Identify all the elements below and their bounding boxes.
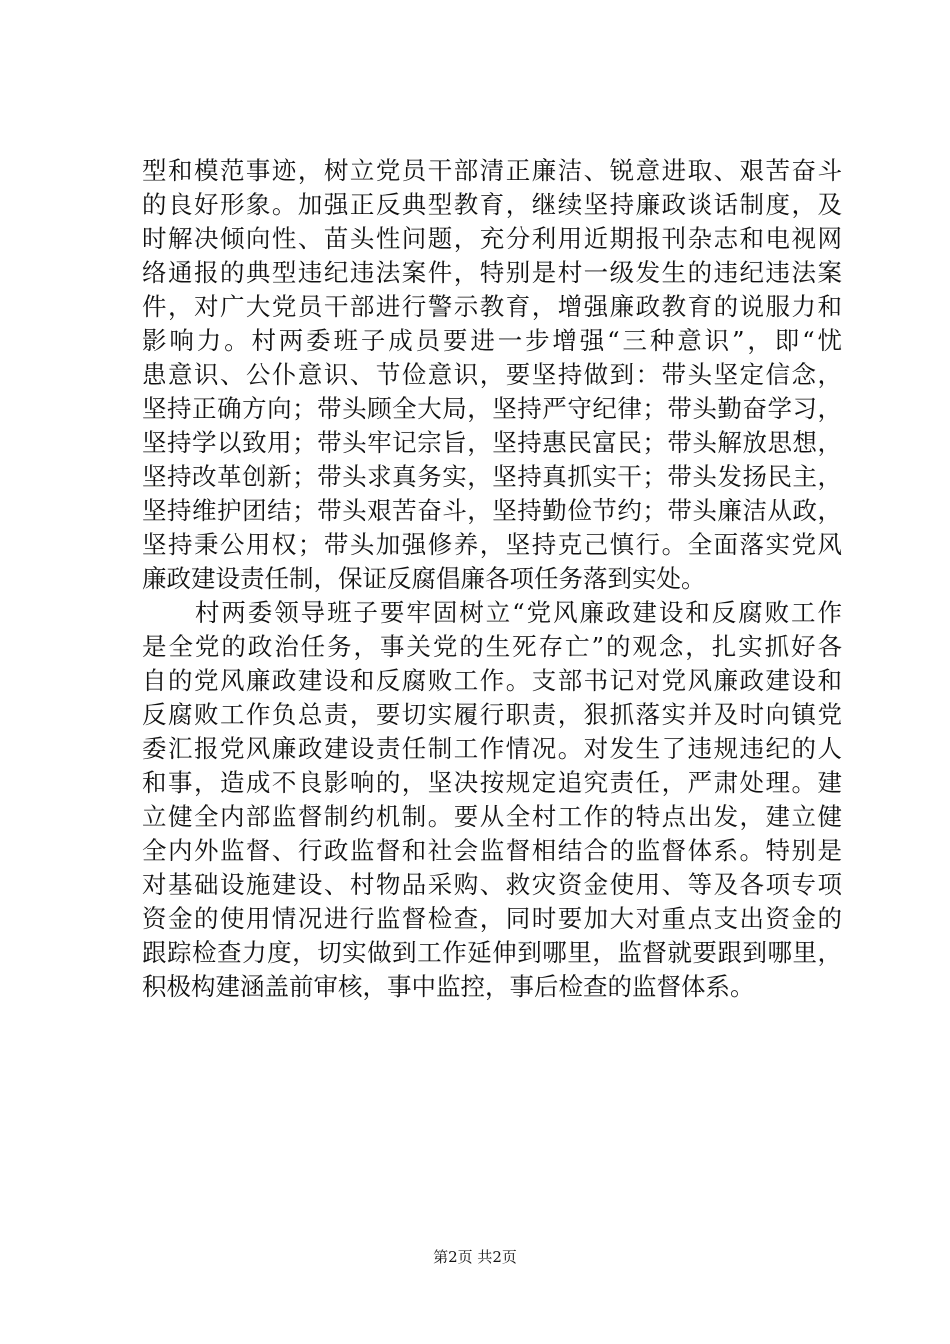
text-line: 型和模范事迹，树立党员干部清正廉洁、锐意进取、艰苦奋斗 (142, 156, 842, 185)
text-line: 坚持改革创新；带头求真务实，坚持真抓实干；带头发扬民主， (142, 462, 842, 491)
body-text (142, 154, 842, 1004)
text-line: 立健全内部监督制约机制。要从全村工作的特点出发，建立健 (142, 802, 842, 831)
text-line: 和事，造成不良影响的，坚决按规定追究责任，严肃处理。建 (142, 768, 842, 797)
text-line: 坚持学以致用；带头牢记宗旨，坚持惠民富民；带头解放思想， (142, 428, 842, 457)
text-line: 坚持维护团结；带头艰苦奋斗，坚持勤俭节约；带头廉洁从政， (142, 496, 842, 525)
text-line: 络通报的典型违纪违法案件，特别是村一级发生的违纪违法案 (142, 258, 842, 287)
text-line: 的良好形象。加强正反典型教育，继续坚持廉政谈话制度，及 (142, 190, 842, 219)
text-line: 自的党风廉政建设和反腐败工作。支部书记对党风廉政建设和 (142, 666, 842, 695)
text-line: 积极构建涵盖前审核，事中监控，事后检查的监督体系。 (142, 972, 755, 1001)
page-footer: 第2页 共2页 (433, 1248, 517, 1266)
text-line: 坚持正确方向；带头顾全大局，坚持严守纪律；带头勤奋学习， (142, 394, 842, 423)
text-line: 资金的使用情况进行监督检查，同时要加大对重点支出资金的 (142, 904, 842, 933)
text-line: 患意识、公仆意识、节俭意识，要坚持做到：带头坚定信念， (142, 360, 842, 389)
text-line: 是全党的政治任务，事关党的生死存亡”的观念，扎实抓好各 (142, 632, 842, 661)
text-line: 对基础设施建设、村物品采购、救灾资金使用、等及各项专项 (142, 870, 842, 899)
text-line: 全内外监督、行政监督和社会监督相结合的监督体系。特别是 (142, 836, 842, 865)
text-line: 影响力。村两委班子成员要进一步增强“三种意识”，即“忧 (142, 326, 842, 355)
text-line: 廉政建设责任制，保证反腐倡廉各项任务落到实处。 (142, 564, 706, 593)
text-line: 坚持秉公用权；带头加强修养，坚持克己慎行。全面落实党风 (142, 530, 842, 559)
text-line: 委汇报党风廉政建设责任制工作情况。对发生了违规违纪的人 (142, 734, 842, 763)
text-line: 件，对广大党员干部进行警示教育，增强廉政教育的说服力和 (142, 292, 842, 321)
text-line: 反腐败工作负总责，要切实履行职责，狠抓落实并及时向镇党 (142, 700, 842, 729)
text-line: 时解决倾向性、苗头性问题，充分利用近期报刊杂志和电视网 (142, 224, 842, 253)
text-line: 村两委领导班子要牢固树立“党风廉政建设和反腐败工作 (142, 598, 842, 627)
text-line: 跟踪检查力度，切实做到工作延伸到哪里，监督就要跟到哪里， (142, 938, 842, 967)
